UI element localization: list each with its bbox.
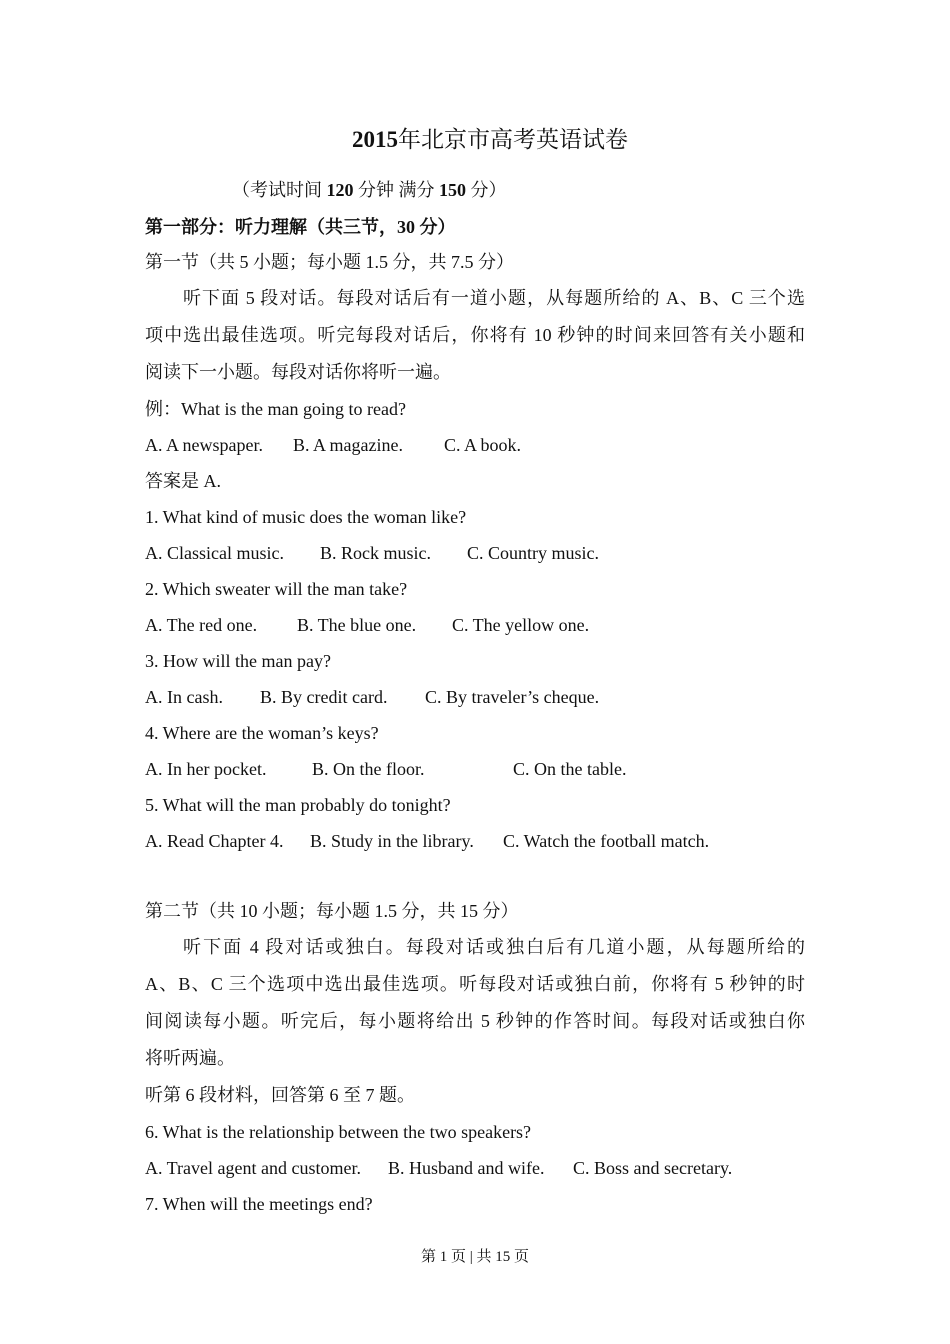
option: C. The yellow one. [452,615,590,635]
option: B. A magazine. [293,435,403,455]
option: B. By credit card. [260,687,388,707]
question: 2. Which sweater will the man take? [145,579,408,599]
option: B. Husband and wife. [388,1158,545,1178]
option: C. On the table. [513,759,627,779]
question: 4. Where are the woman’s keys? [145,723,379,743]
example-question: 例：What is the man going to read? [145,399,406,419]
exam-info [232,178,507,202]
title-text: 年北京市高考英语试卷 [398,127,628,152]
option: B. Study in the library. [310,831,474,851]
option: A. In cash. [145,687,223,707]
t: 150 [439,180,466,200]
option: C. Boss and secretary. [573,1158,733,1178]
option: A. In her pocket. [145,759,267,779]
section2-heading: 第二节（共 10 小题；每小题 1.5 分，共 15 分） [145,901,519,921]
instruction-line: 间阅读每小题。听完后，每小题将给出 5 秒钟的作答时间。每段对话或独白你 [145,1011,805,1031]
page-footer: 第 1 页 | 共 15 页 [420,1249,529,1265]
instruction-line: 将听两遍。 [145,1048,235,1068]
question: 6. What is the relationship between the two speakers? [145,1122,532,1142]
example-answer: 答案是 A. [145,471,221,491]
option: A. A newspaper. [145,435,263,455]
instruction-line: 阅读下一小题。每段对话你将听一遍。 [145,362,451,382]
instruction-line: 听下面 4 段对话或独白。每段对话或独白后有几道小题，从每题所给的 [183,937,805,957]
option: C. By traveler’s cheque. [425,687,600,707]
option: C. Country music. [467,543,600,563]
option: C. A book. [444,435,522,455]
option: A. Classical music. [145,543,284,563]
question: 1. What kind of music does the woman like? [145,507,467,527]
t: （考试时间 [232,180,327,200]
t: 分） [466,180,507,200]
page-title [0,126,950,154]
section1-heading: 第一节（共 5 小题；每小题 1.5 分，共 7.5 分） [145,252,514,272]
t: 120 [326,180,354,200]
instruction-line: A、B、C 三个选项中选出最佳选项。听每段对话或独白前，你将有 5 秒钟的时 [145,974,805,994]
t: 分钟 满分 [353,180,439,200]
option: B. On the floor. [312,759,425,779]
question: 7. When will the meetings end? [145,1194,373,1214]
instruction-line: 听下面 5 段对话。每段对话后有一道小题，从每题所给的 A、B、C 三个选 [183,288,805,308]
option: B. Rock music. [320,543,431,563]
title-year: 2015 [352,127,398,152]
option: A. Read Chapter 4. [145,831,284,851]
option: B. The blue one. [297,615,417,635]
question: 3. How will the man pay? [145,651,331,671]
part1-heading: 第一部分：听力理解（共三节，30 分） [145,217,456,237]
material-note: 听第 6 段材料，回答第 6 至 7 题。 [145,1085,415,1105]
instruction-line: 项中选出最佳选项。听完每段对话后，你将有 10 秒钟的时间来回答有关小题和 [145,325,805,345]
option: A. The red one. [145,615,258,635]
question: 5. What will the man probably do tonight? [145,795,451,815]
option: C. Watch the football match. [503,831,710,851]
option: A. Travel agent and customer. [145,1158,361,1178]
